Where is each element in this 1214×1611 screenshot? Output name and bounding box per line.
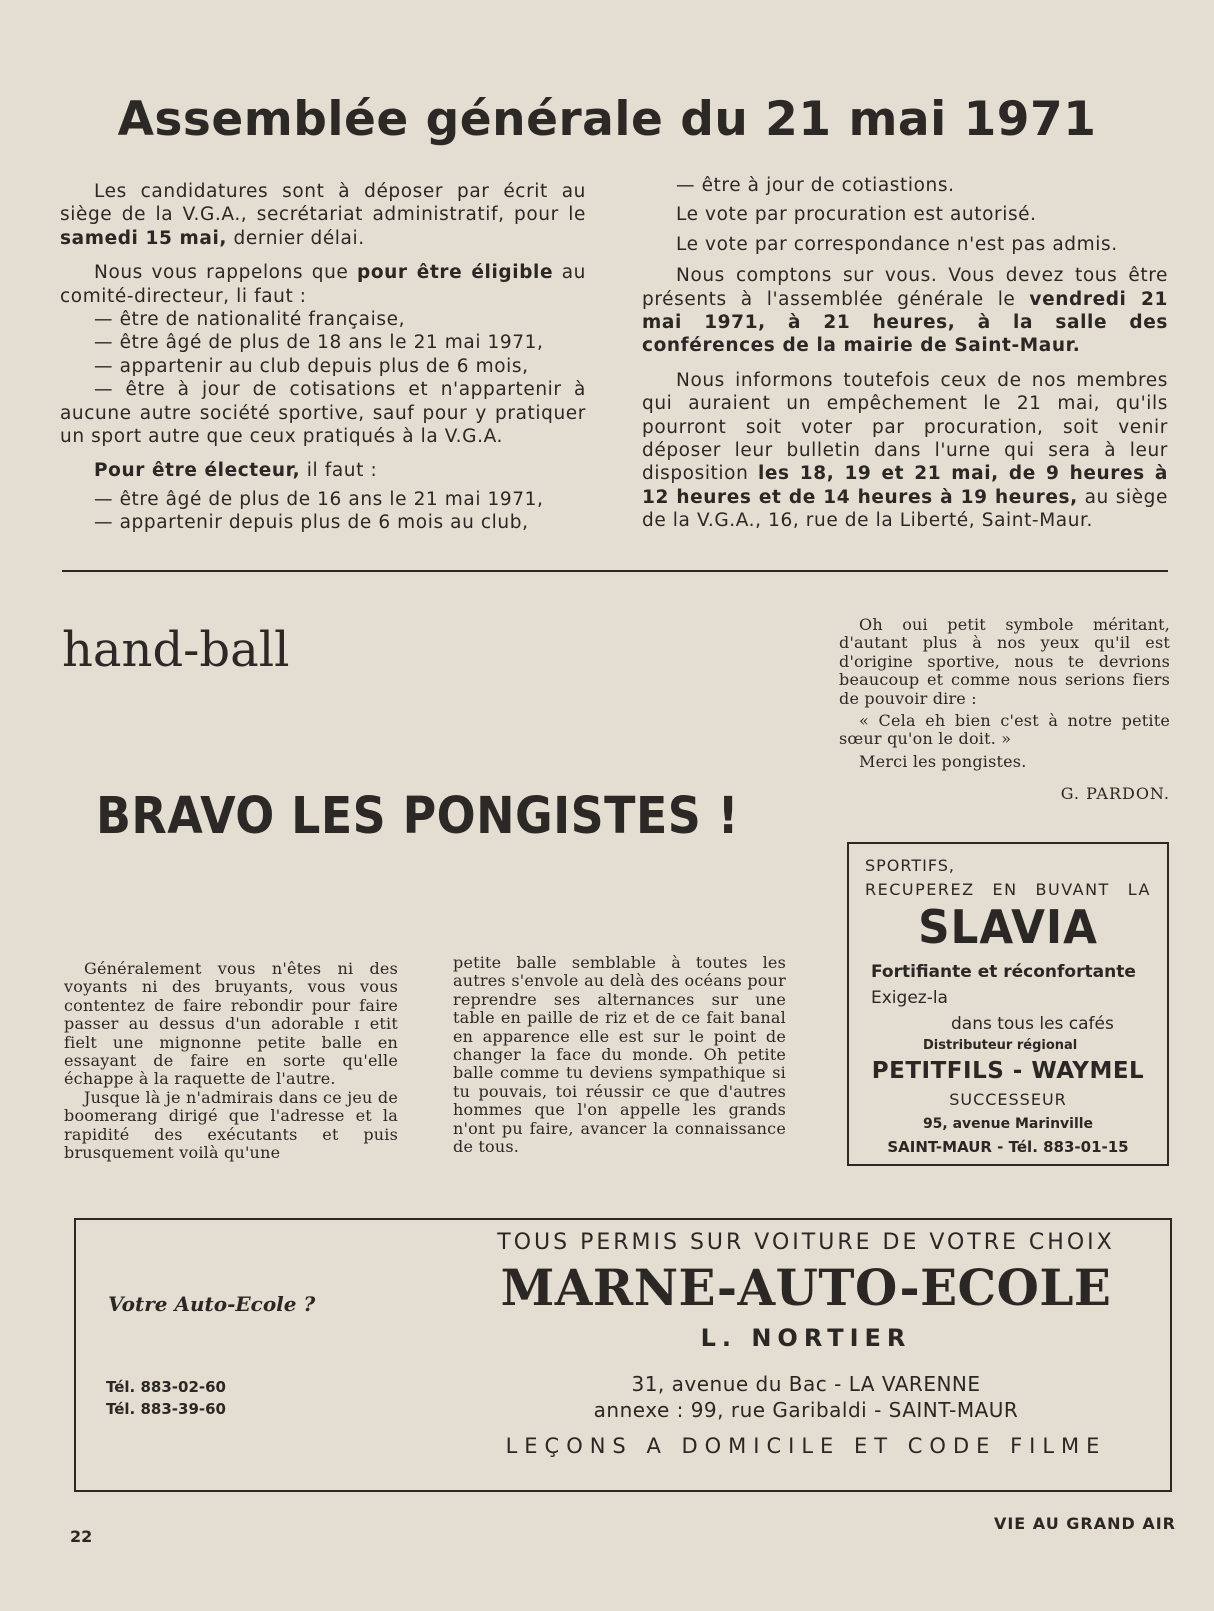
deadline-date: samedi 15 mai, <box>60 227 228 249</box>
ad-tagline: TOUS PERMIS SUR VOITURE DE VOTRE CHOIX <box>497 1230 1115 1255</box>
meeting-details: vendredi 21 mai 1971, à 21 heures, à la salle des conférences de la mairie de Saint-Maur. <box>642 288 1169 357</box>
information-paragraph <box>642 369 1168 533</box>
paragraph: Généralement vous n'êtes ni des voyants ni des bruyants, vous vous contentez de faire rebondir pour faire passer au dessus d'un adorable ɪ etit fielt une mignonne petite balle en essayant de faire en sorte qu'elle échappe à la raquette de l'autre. <box>64 959 398 1089</box>
company-city-phone: SAINT-MAUR - Tél. 883-01-15 <box>887 1138 1129 1156</box>
elector-emphasis: Pour être électeur, <box>94 460 301 482</box>
elector-list <box>60 488 586 535</box>
paragraph: Jusque là je n'admirais dans ce jeu de boomerang dirigé que l'adresse et la rapidité des exécutants et puis brusquement voilà qu'une <box>64 1087 398 1163</box>
ad-line: RECUPEREZ EN BUVANT LA <box>865 880 1151 899</box>
owner-name: L. NORTIER <box>700 1324 912 1352</box>
text: Nous vous rappelons que <box>94 262 357 284</box>
address-main: 31, avenue du Bac - LA VARENNE <box>631 1372 981 1396</box>
text: Nous comptons sur vous. Vous devez tous être présents à l'assemblée générale le <box>642 265 1168 310</box>
cotisations-line: — être à jour de cotiastions. <box>676 175 955 196</box>
distributor-label: Distributeur régional <box>923 1038 1078 1053</box>
assemblee-title: Assemblée générale du 21 mai 1971 <box>117 92 1097 147</box>
list-item: — être de nationalité française, <box>94 309 406 331</box>
correspondance-line: Le vote par correspondance n'est pas admis. <box>676 233 1118 255</box>
school-name: MARNE-AUTO-ECOLE <box>500 1258 1112 1317</box>
brand-name: SLAVIA <box>918 900 1098 954</box>
company-name: PETITFILS - WAYMEL <box>871 1058 1145 1084</box>
eligibility-paragraph <box>60 261 586 308</box>
ad-line: Exigez-la <box>871 988 948 1008</box>
list-item: — appartenir depuis plus de 6 mois au club, <box>94 512 529 534</box>
procuration-line: Le vote par procuration est autorisé. <box>676 204 1037 226</box>
author-signature: G. PARDON. <box>1060 784 1170 804</box>
list-item: — être âgé de plus de 18 ans le 21 mai 1971, <box>94 332 544 354</box>
text: au comité-directeur, li faut : <box>60 262 587 307</box>
article-headline: BRAVO LES PONGISTES ! <box>96 787 740 846</box>
assemblee-left-column <box>60 180 586 546</box>
company-address: 95, avenue Marinville <box>922 1116 1094 1132</box>
ad-services: LEÇONS A DOMICILE ET CODE FILME <box>505 1434 1107 1458</box>
ad-line: SPORTIFS, <box>865 856 956 875</box>
text: il faut : <box>300 460 378 482</box>
ad-question: Votre Auto-Ecole ? <box>108 1292 316 1316</box>
text: au siège de la V.G.A., 16, rue de la Liberté, Saint-Maur. <box>642 486 1168 532</box>
assemblee-right-column <box>642 174 1168 544</box>
phone-number: Tél. 883-39-60 <box>106 1400 226 1418</box>
auto-ecole-advertisement <box>74 1218 1172 1492</box>
eligibility-list <box>60 308 586 448</box>
phone-number: Tél. 883-02-60 <box>106 1378 226 1396</box>
article-column-1 <box>64 960 398 1162</box>
slavia-advertisement <box>847 842 1169 1166</box>
candidatures-paragraph <box>60 180 586 250</box>
page-number: 22 <box>70 1527 93 1546</box>
text: Les candidatures sont à déposer par écrit au siège de la V.G.A., secrétariat administratif, pour le <box>60 181 586 226</box>
text: dernier délai. <box>227 227 365 249</box>
list-item: — appartenir au club depuis plus de 6 mois, <box>94 355 529 377</box>
elector-paragraph <box>60 459 586 482</box>
article-column-2 <box>453 954 786 1156</box>
ad-tagline: Fortifiante et réconfortante <box>871 962 1136 982</box>
successor-label: SUCCESSEUR <box>949 1090 1067 1109</box>
article-column-3 <box>839 616 1170 804</box>
list-item: — être âgé de plus de 16 ans le 21 mai 1971, <box>94 488 544 510</box>
ad-line: dans tous les cafés <box>951 1014 1114 1034</box>
list-item: — être à jour de cotisations et n'appartenir à aucune autre société sportive, sauf pour y pratiquer un sport autre que ceux pratiqués à la V.G.A. <box>60 379 586 448</box>
paragraph: Merci les pongistes. <box>859 751 1027 771</box>
voting-hours: les 18, 19 et 21 mai, de 9 heures à 12 heures et de 14 heures à 19 heures, <box>642 463 1168 508</box>
magazine-name: VIE AU GRAND AIR <box>993 1514 1176 1533</box>
address-annex: annexe : 99, rue Garibaldi - SAINT-MAUR <box>593 1398 1019 1422</box>
paragraph: petite balle semblable à toutes les autres s'envole au delà des océans pour reprendre ses alternances sur une table en paille de riz et de ce fait banal en apparence elle est sur le point de changer la face du monde. Oh petite balle comme tu deviens sympathique si tu pouvais, toi réussir ce que d'autres hommes que l'on appelle les grands n'ont pu faire, avancer la connaissance de tous. <box>453 953 786 1157</box>
section-title: hand-ball <box>62 622 290 678</box>
eligible-emphasis: pour être éligible <box>357 262 554 284</box>
section-divider <box>62 570 1168 572</box>
paragraph: Oh oui petit symbole méritant, d'autant plus à nos yeux qu'il est d'origine sportive, nous te devrions beaucoup et comme nous serions fiers de pouvoir dire : <box>839 615 1170 708</box>
presence-paragraph <box>642 264 1168 358</box>
text: Nous informons toutefois ceux de nos membres qui auraient un empêchement le 21 mai, qu'ils pourront soit voter par procuration, soit venir déposer leur bulletin dans l'urne qui sera à leur disposition <box>642 369 1168 485</box>
quote: « Cela eh bien c'est à notre petite sœur qu'on le doit. » <box>839 711 1170 749</box>
